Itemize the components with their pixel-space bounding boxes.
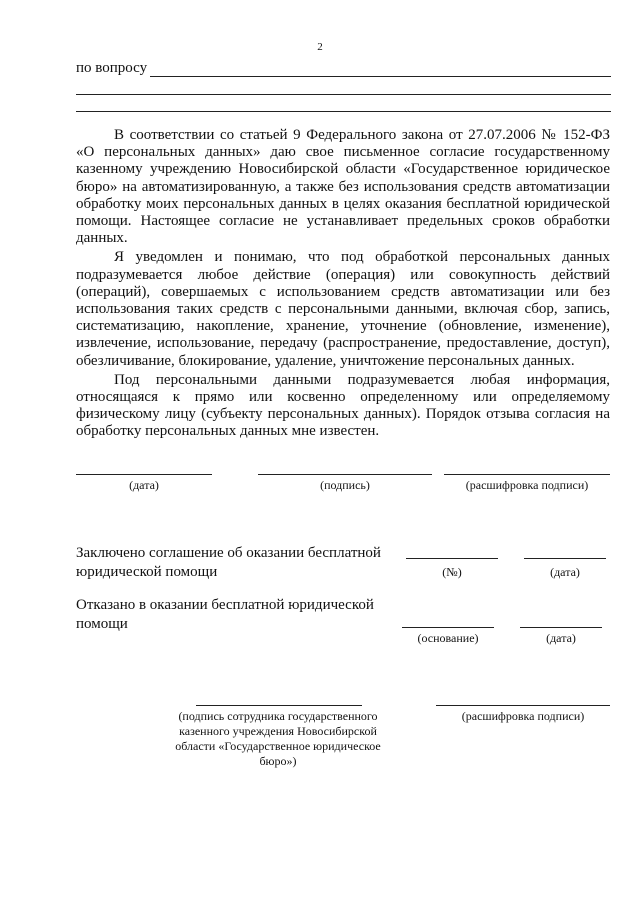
date-caption: (дата) (129, 478, 159, 492)
decoding-line[interactable] (444, 474, 610, 475)
agreement-label: Заключено соглашение об оказании бесплатной юридической помощи (76, 545, 381, 580)
employee-decoding-caption: (расшифровка подписи) (461, 709, 585, 723)
question-line-1[interactable] (150, 76, 611, 77)
employee-signature-caption: (подпись сотрудника государственного казенного учреждения Новосибирской области «Государственное юридическое бюро») (175, 709, 381, 768)
agreement-number-caption: (№) (442, 565, 462, 579)
question-label: по вопросу (76, 60, 148, 76)
question-line-2[interactable] (76, 94, 611, 95)
refusal-label: Отказано в оказании бесплатной юридической помощи (76, 597, 374, 632)
refusal-basis-line[interactable] (402, 627, 494, 628)
employee-signature-line[interactable] (196, 705, 362, 706)
refusal-date-caption: (дата) (546, 631, 576, 645)
agreement-date-caption: (дата) (550, 565, 580, 579)
agreement-number-line[interactable] (406, 558, 498, 559)
question-line-3[interactable] (76, 111, 611, 112)
refusal-date-line[interactable] (520, 627, 602, 628)
signature-line[interactable] (258, 474, 432, 475)
signature-caption: (подпись) (320, 478, 370, 492)
employee-decoding-line[interactable] (436, 705, 610, 706)
agreement-date-line[interactable] (524, 558, 606, 559)
date-line[interactable] (76, 474, 212, 475)
paragraph-personal-data: Под персональными данными подразумевается любая информация, относящаяся к прямо или косвенно определенному или определяемому физическому лицу (субъекту персональных данных). Порядок отзыва согласия на обработку персональных данных мне известен. (76, 371, 610, 440)
page-number: 2 (317, 41, 323, 53)
paragraph-consent: В соответствии со статьей 9 Федерального закона от 27.07.2006 № 152-ФЗ «О персональных данных» даю свое письменное согласие государственному казенному учреждению Новосибирской области «Государственное юридическое бюро» на автоматизированную, а также без использования средств автоматизации обработку моих персональных данных в целях оказания бесплатной юридической помощи. Настоящее согласие не устанавливает предельных сроков обработки данных. (76, 127, 610, 247)
decoding-caption: (расшифровка подписи) (465, 478, 589, 492)
refusal-basis-caption: (основание) (417, 631, 479, 645)
consent-text (76, 127, 610, 443)
paragraph-processing: Я уведомлен и понимаю, что под обработкой персональных данных подразумевается любое действие (операция) или совокупность действий (операций), совершаемых с использованием средств автоматизации или без использования таких средств с персональными данными, включая сбор, запись, систематизацию, накопление, хранение, уточнение (обновление, изменение), извлечение, использование, передачу (распространение, предоставление, доступ), обезличивание, блокирование, удаление, уничтожение персональных данных. (76, 249, 610, 369)
